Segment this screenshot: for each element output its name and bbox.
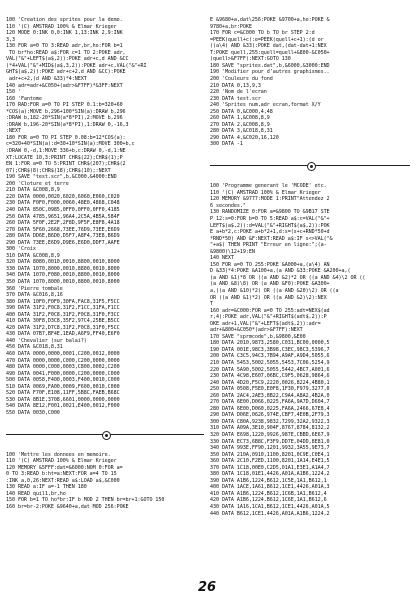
code-line: 160 br=br-2:POKE &9640+a,dat MOD 256:POKE	[6, 504, 129, 511]
code-line: 380 DATA 1C18,01E1,4426,A01A,A1B6,1224,2	[210, 471, 330, 478]
code-line: *RND*50) AND &F:NEXT:READ a$:IF s<>VAL("&	[210, 235, 333, 242]
code-line: 130 READ a:IF a=-1 THEN 180	[6, 484, 87, 491]
code-line: )*4+VAL("&"+MID$(a$,3,2)):POKE adr+c,VAL("&"+RI	[6, 62, 147, 69]
code-line: 300 DATA C80A,9238,9832,7299,32A2,9322,3	[210, 418, 330, 425]
code-line: 140 NEXT	[210, 255, 234, 262]
code-line: 120 MEMORY &9777:MODE 1:PRINT"Attendez 2	[210, 196, 330, 203]
program-listing-memory	[6, 452, 204, 511]
code-line: E &9680+a,dat\256:POKE &9700+a,ho:POKE &	[210, 17, 330, 24]
code-line: 180 FOR a=0 TO PI STEP 0.08:b=12*COS(a):	[6, 134, 126, 141]
code-line: 280 DATA 6E00,D060,0225,FA6A,2466,67E8,4	[210, 405, 330, 412]
code-line: :NEXT	[6, 128, 21, 135]
code-line: 210 DATA 0,13,9,3	[210, 82, 261, 89]
code-line: 290 DATA D06E,0626,974E,CBF7,4E0B,2F79,3	[210, 412, 330, 419]
code-line: :DRAW b,196-20*SIN(a*8*PI),1:DRAW 0,-16,3	[6, 121, 129, 128]
code-line: 530 DATA 8B1E,3708,6601,0000,0000,0000	[6, 396, 120, 403]
section-divider	[210, 161, 410, 170]
code-line: 480 DATA 0000,C000,0003,C800,0002,C200	[6, 364, 120, 371]
code-line: 420 DATA 31F2,D7C8,31F2,F0C8,31F0,F5CC	[6, 324, 120, 331]
code-line: (quell>&F7FF):NEXT:GOTO 130	[210, 56, 291, 63]
code-line: 220 DATA 0000,0020,6020,6060,E060,C020	[6, 193, 120, 200]
code-line: 540 DATA 8E12,F001,0021,E400,0012,F000	[6, 403, 120, 410]
code-line: 140 adr=adr+&C050+(adr>&F7FF)*&3FF:NEXT	[6, 82, 123, 89]
code-line: 120 MODE 0:INK 0,0:INK 1,13:INK 2,9:INK	[6, 30, 123, 37]
code-line: "+a$) THEN PRINT "Erreur en ligne:";(a-	[210, 242, 327, 249]
code-line: 440 'Chevalier (sur balai?)	[6, 337, 87, 344]
code-line: 200 'Cloture et terre	[6, 180, 69, 187]
code-line: 360 'Pierre tombale	[6, 285, 63, 292]
code-line: 3,3	[6, 36, 15, 43]
code-line: 130 RANDOMIZE 0:FOR a=&9800 TO &9B17 STE	[210, 209, 330, 216]
code-line: 110 '(C) AMSTRAD 100% & Elmar Krieger	[210, 189, 321, 196]
code-line: T	[210, 301, 213, 308]
code-line: OR ((a AND &1)*2) OR ((a AND &2)\2):NEX	[210, 294, 327, 301]
code-line: 520 DATA F70F,E108,11FF,5B8C,FAEB,B68C	[6, 390, 120, 397]
code-line: 420 DATA A1B6,1224,B612,1C6E,1A1,B612,6	[210, 497, 327, 504]
code-line: 240 DATA 4D20,F5C9,2220,0026,8224,4B80,1	[210, 379, 330, 386]
code-line: 330 DATA EC73,6B8C,F3F9,DD7E,04DD,8E81,0	[210, 438, 330, 445]
code-line: 270 DATA 6E00,D066,0225,FA6A,9A7D,D604,7	[210, 399, 330, 406]
code-line: XT:LOCATE 10,3:PRINT CHR$(22);CHR$(1);P	[6, 154, 123, 161]
code-line: 160 adr=&C000:FOR a=0 TO 255:adt=NEX$(ad	[210, 307, 330, 314]
program-listing-mcode	[210, 183, 410, 517]
code-line: GHT$(a$,2)):POKE adr+c+2,d AND &CC):POKE	[6, 69, 126, 76]
code-line: 290 DATA 73EE,E6D9,D9E6,E6D0,DDF7,AAFE	[6, 239, 120, 246]
code-line: 400 DATA 31F2,F0C8,31F2,F0C8,31F0,F3CC	[6, 311, 120, 318]
code-line: 390 DATA 31F2,F0C8,31F2,F1CC,31FA,F1CC	[6, 305, 120, 312]
code-line: 150 FOR b=1 TO ho*br:IF b MOD 2 THEN br=br+1:GOTO 150	[6, 497, 165, 504]
code-line: :INK a,0,26:NEXT:READ a$:LOAD a$,&C000	[6, 477, 120, 484]
code-line: 320 DATA E698,1220,9926,987E,CBBD,6E67,9	[210, 432, 330, 438]
code-line: 0 TO 3:READ b:ht=a:NEXT:FOR a=4 TO 15	[6, 471, 117, 478]
code-line: 380 DATA 10F0,F0F0,30FA,FAC8,31F5,F5CC	[6, 298, 120, 305]
code-line: 240 'Sprites num,adr ecran,format X/Y	[210, 102, 321, 109]
code-line: 360 DATA 2C10,F2ED,1100,8201,1A14,E4E1,5	[210, 458, 330, 465]
code-line: 170 RAD:FOR a=0 TO PI STEP 0.1:b=320+60	[6, 102, 123, 109]
code-line: 200 'Couleurs du fond	[210, 76, 273, 83]
program-listing-sprites	[6, 17, 204, 416]
section-divider	[6, 430, 204, 439]
code-line: *COS(a):MOVE b,296+100*SIN(a):DRAW b,296	[6, 108, 126, 115]
code-line: 110 '(C) AMSTRAD 100% & Elmar Krieger	[6, 458, 117, 465]
code-line: :DRAW 0,-d,1:MOVE 336+b,c:DRAW 0,-d,1:NE	[6, 148, 126, 155]
code-line: 350 DATA 1070,8000,0010,8800,0010,8000	[6, 278, 120, 285]
code-line: 210 DATA &C008,8,9	[6, 187, 60, 194]
code-line: 170 FOR c=&C000 TO b TO br STEP 2:d	[210, 30, 315, 37]
code-line: 450 DATA &C018,8,31	[6, 344, 63, 351]
code-line: 490 DATA 0041,F000,0000,C200,0000,C000	[6, 370, 120, 377]
code-line: 230 DATA test.scr	[210, 95, 261, 102]
code-line: 180 DATA 2010,9873,2580,C031,BC00,0000,5	[210, 340, 330, 347]
code-line: 180 SAVE "sprites.dat",b,&6000,&3000:END	[210, 62, 330, 69]
code-line: 100 'Programme generant le 'MCODE' etc.	[210, 183, 327, 190]
code-line: 270 DATA 5F60,2668,73EE,76D9,73EE,E6D9	[6, 226, 120, 233]
code-line: 430 DATA 07B7,BF4E,1EAD,A6F9,FF40,E6F0	[6, 331, 120, 338]
code-line: 340 DATA 993E,FF90,1201,9932,3A55,9E73,7	[210, 445, 330, 452]
code-line: 460 DATA 0000,0000,0001,C200,0012,0000	[6, 350, 120, 357]
code-line: 150 '	[6, 89, 21, 96]
code-line: D &33)*4:POKE &A100+a,(a AND &33:POKE &A200+a,(	[210, 268, 351, 275]
code-line: 190 DATA 001E,98C3,3B98,C3EC,98C3,5396,7	[210, 346, 330, 353]
code-line: adr+&800+&C050*(adr>&F7FF):NEXT	[210, 327, 303, 334]
code-line: 410 DATA 30F8,D3C8,35F2,97C4,25BE,B5CC	[6, 318, 120, 325]
code-line: 280 DATA 3,&C018,8,31	[210, 128, 273, 135]
code-line: 230 DATA 4C98,E607,06BC,C9F5,0628,9864,6	[210, 373, 330, 380]
code-line: 9780+a,br:POKE	[210, 23, 252, 30]
code-line: 510 DATA 0069,FA00,0009,F600,0010,C000	[6, 383, 120, 390]
code-line: (a AND &1)*8 OR ((a AND &2)*2 OR ((a AND &4)\2 OR ((	[210, 274, 366, 281]
code-line: 270 DATA 2,&C008,8,9	[210, 121, 270, 128]
code-line: 300 'Croix	[6, 246, 36, 253]
code-line: 350 DATA 210A,0910,1100,8201,0C9E,C0E4,1	[210, 451, 330, 458]
code-line: 400 DATA 1ACE,1A61,B612,1CE1,4426,A01A,3	[210, 484, 330, 491]
code-line: 280 DATA DD6E,B6D0,D5F7,A8F4,73E8,B6D9	[6, 233, 120, 240]
code-line: 430 DATA 1A16,1CA1,B612,1CE1,4426,A01A,5	[210, 504, 330, 511]
code-line: 220 'Nom de l'ecran	[210, 89, 267, 96]
code-line: 370 DATA &C016,8,16	[6, 292, 63, 299]
code-line: 250 DATA 4785,9651,96A4,2C5A,4B5A,584F	[6, 213, 120, 220]
code-line: 150 FOR a=0 TO 255:POKE &A000+a,(a\4) AN	[210, 261, 330, 268]
code-line: P 12:s=0:FOR b=0 TO 5:READ a$:c=VAL("&"+	[210, 215, 330, 222]
code-line: TO br*ho:READ a$:FOR c=1 TO 2:POKE adr,	[6, 49, 126, 56]
code-line: 260 DATA 1,&C008,8,9	[210, 115, 270, 122]
code-line: 110 '(C) AMSTRAD 100% & Elmar Krieger	[6, 23, 117, 30]
code-line: 500 DATA 0058,F400,0003,F400,0010,C000	[6, 377, 120, 384]
code-line: 130 FOR a=0 TO 3:READ adr,br,ho:FOR b=1	[6, 43, 123, 50]
code-line: a,((a AND &10)*2) OR ((a AND &20)\2) OR ((a	[210, 287, 339, 294]
code-line: c=320+40*SIN(a):d=30+10*SIN(a):MOVE 300+b,c	[6, 141, 135, 148]
code-line: 330 DATA 1070,8000,0010,8800,0010,8000	[6, 265, 120, 272]
code-line: 170 SAVE "sprmcode",b,&9800,&E00	[210, 333, 306, 340]
code-line: ((a\4) AND &33):POKE dat,(dat-dat+1:NEX	[210, 43, 327, 50]
program-listing-sprite-data	[210, 17, 410, 148]
code-line: 340 DATA 1070,F080,0010,8800,0010,8000	[6, 272, 120, 279]
code-line: 220 DATA 5A90,5002,5055,5442,4BC7,A001,6	[210, 366, 330, 373]
code-line: 120 MEMORY &5FFF:dat=&6000:NOM 0:FOR a=	[6, 464, 123, 471]
code-line: 210 DATA 5453,5002,5055,5453,7C06,5254,9	[210, 359, 330, 366]
code-line: 230 DATA F0F0,F000,0060,48E0,4868,C048	[6, 200, 120, 207]
code-line: 07);CHR$(8);CHR$(18);CHR$(10);:NEXT	[6, 167, 111, 174]
divider-ornament-icon	[307, 162, 316, 171]
code-line: 550 DATA 0030,C000	[6, 409, 60, 416]
code-line: LEFT$(a$,2)):d=VAL("&"+RIGHT$(a$,2)):POK	[210, 222, 330, 229]
code-line: r,4):POKE adr,VAL("&"+RIGHT$(adt$,2)):P	[210, 314, 327, 321]
code-line: 160 'Fantome	[6, 95, 42, 102]
code-line: 310 DATA &C008,8,9	[6, 252, 60, 259]
code-line: EN 1:FOR a=0 TO 5:PRINT CHR$(207);CHR$(2	[6, 161, 126, 168]
code-line: 410 DATA A1B6,1224,B612,1C6B,1A1,B612,4	[210, 490, 327, 497]
code-line: E a+b*2,c:POKE a+b*2+1,d:s=(s+c+RND*50+d	[210, 229, 330, 236]
code-line: 290 DATA 4,&C020,16,120	[210, 134, 279, 141]
code-line: 320 DATA 8080,0010,0010,8800,0010,8000	[6, 259, 120, 266]
code-line: 100 'Creation des sprites pour la demo.	[6, 17, 123, 24]
code-line: 100 'Mettre les donnees en memoire.	[6, 451, 111, 458]
code-line: 190 SAVE "test.scr",b,&C000,&4000:END	[6, 174, 117, 181]
code-line: 390 DATA A1B6,1224,B612,1C5E,1A1,B612,1	[210, 477, 327, 484]
code-line: &9800)\12+19:EN	[210, 248, 255, 255]
code-line: 250 DATA 0508,F5E0,E0F8,1F30,F979,3277,0	[210, 386, 330, 393]
code-line: 300 DATA -1	[210, 141, 243, 148]
code-line: 240 DATA 850C,0985,0FF0,0FF0,0FF0,4185	[6, 206, 120, 213]
code-line: 190 'Modifier pour d'autres graphismes..	[210, 69, 330, 76]
code-line: OKE adr+1,VAL("&"+LEFT$(adt$,2)):adr=	[210, 320, 321, 327]
code-line: 440 DATA B612,1CE1,4426,A01A,A1B6,1224,2	[210, 510, 330, 517]
code-line: adr+c+2,(d AND &33)*4:NEXT	[6, 76, 87, 83]
code-line: T:POKE quell,255:quell=quell+&800-&C050+	[210, 49, 330, 56]
code-line: 260 DATA 2AC4,2AE3,8B22,C9A4,A8A2,4B2A,0	[210, 392, 330, 399]
code-line: 6 secondes."	[210, 202, 246, 209]
code-line: (a AND &8)\8) OR (a AND &F0):POKE &A300+	[210, 281, 330, 288]
code-line: :DRAW b,182-20*SIN(a*8*PI),2:MOVE b,296	[6, 115, 123, 122]
code-line: 200 DATA C3C5,94C3,7B94,A9AF,A9D4,5055,6	[210, 353, 330, 360]
divider-ornament-icon	[102, 431, 111, 440]
code-line: 310 DATA A09A,3E10,904F,8767,8784,8132,2	[210, 425, 330, 432]
code-line: VAL("&"+LEFT$(a$,2)):POKE adr+c,d AND &CC	[6, 56, 129, 63]
code-line: 470 DATA 0000,0000,C000,C200,0000,0000	[6, 357, 120, 364]
code-line: 140 READ quil1,br,ho	[6, 490, 66, 497]
code-line: 250 DATA 0,&C000,4,48	[210, 108, 273, 115]
page-number: 26	[197, 580, 217, 595]
left-column	[6, 4, 204, 517]
code-line: 370 DATA 1C18,00E0,C2D5,01A1,E3E1,A1A4,7	[210, 464, 330, 471]
code-line: 260 DATA 5F0F,2E2F,2F8D,9F5F,E8F8,4A18	[6, 220, 120, 227]
code-line: =PEEK(quell+c):e=PEEK(quell+c+1):(d or	[210, 36, 324, 43]
right-column	[210, 4, 410, 524]
